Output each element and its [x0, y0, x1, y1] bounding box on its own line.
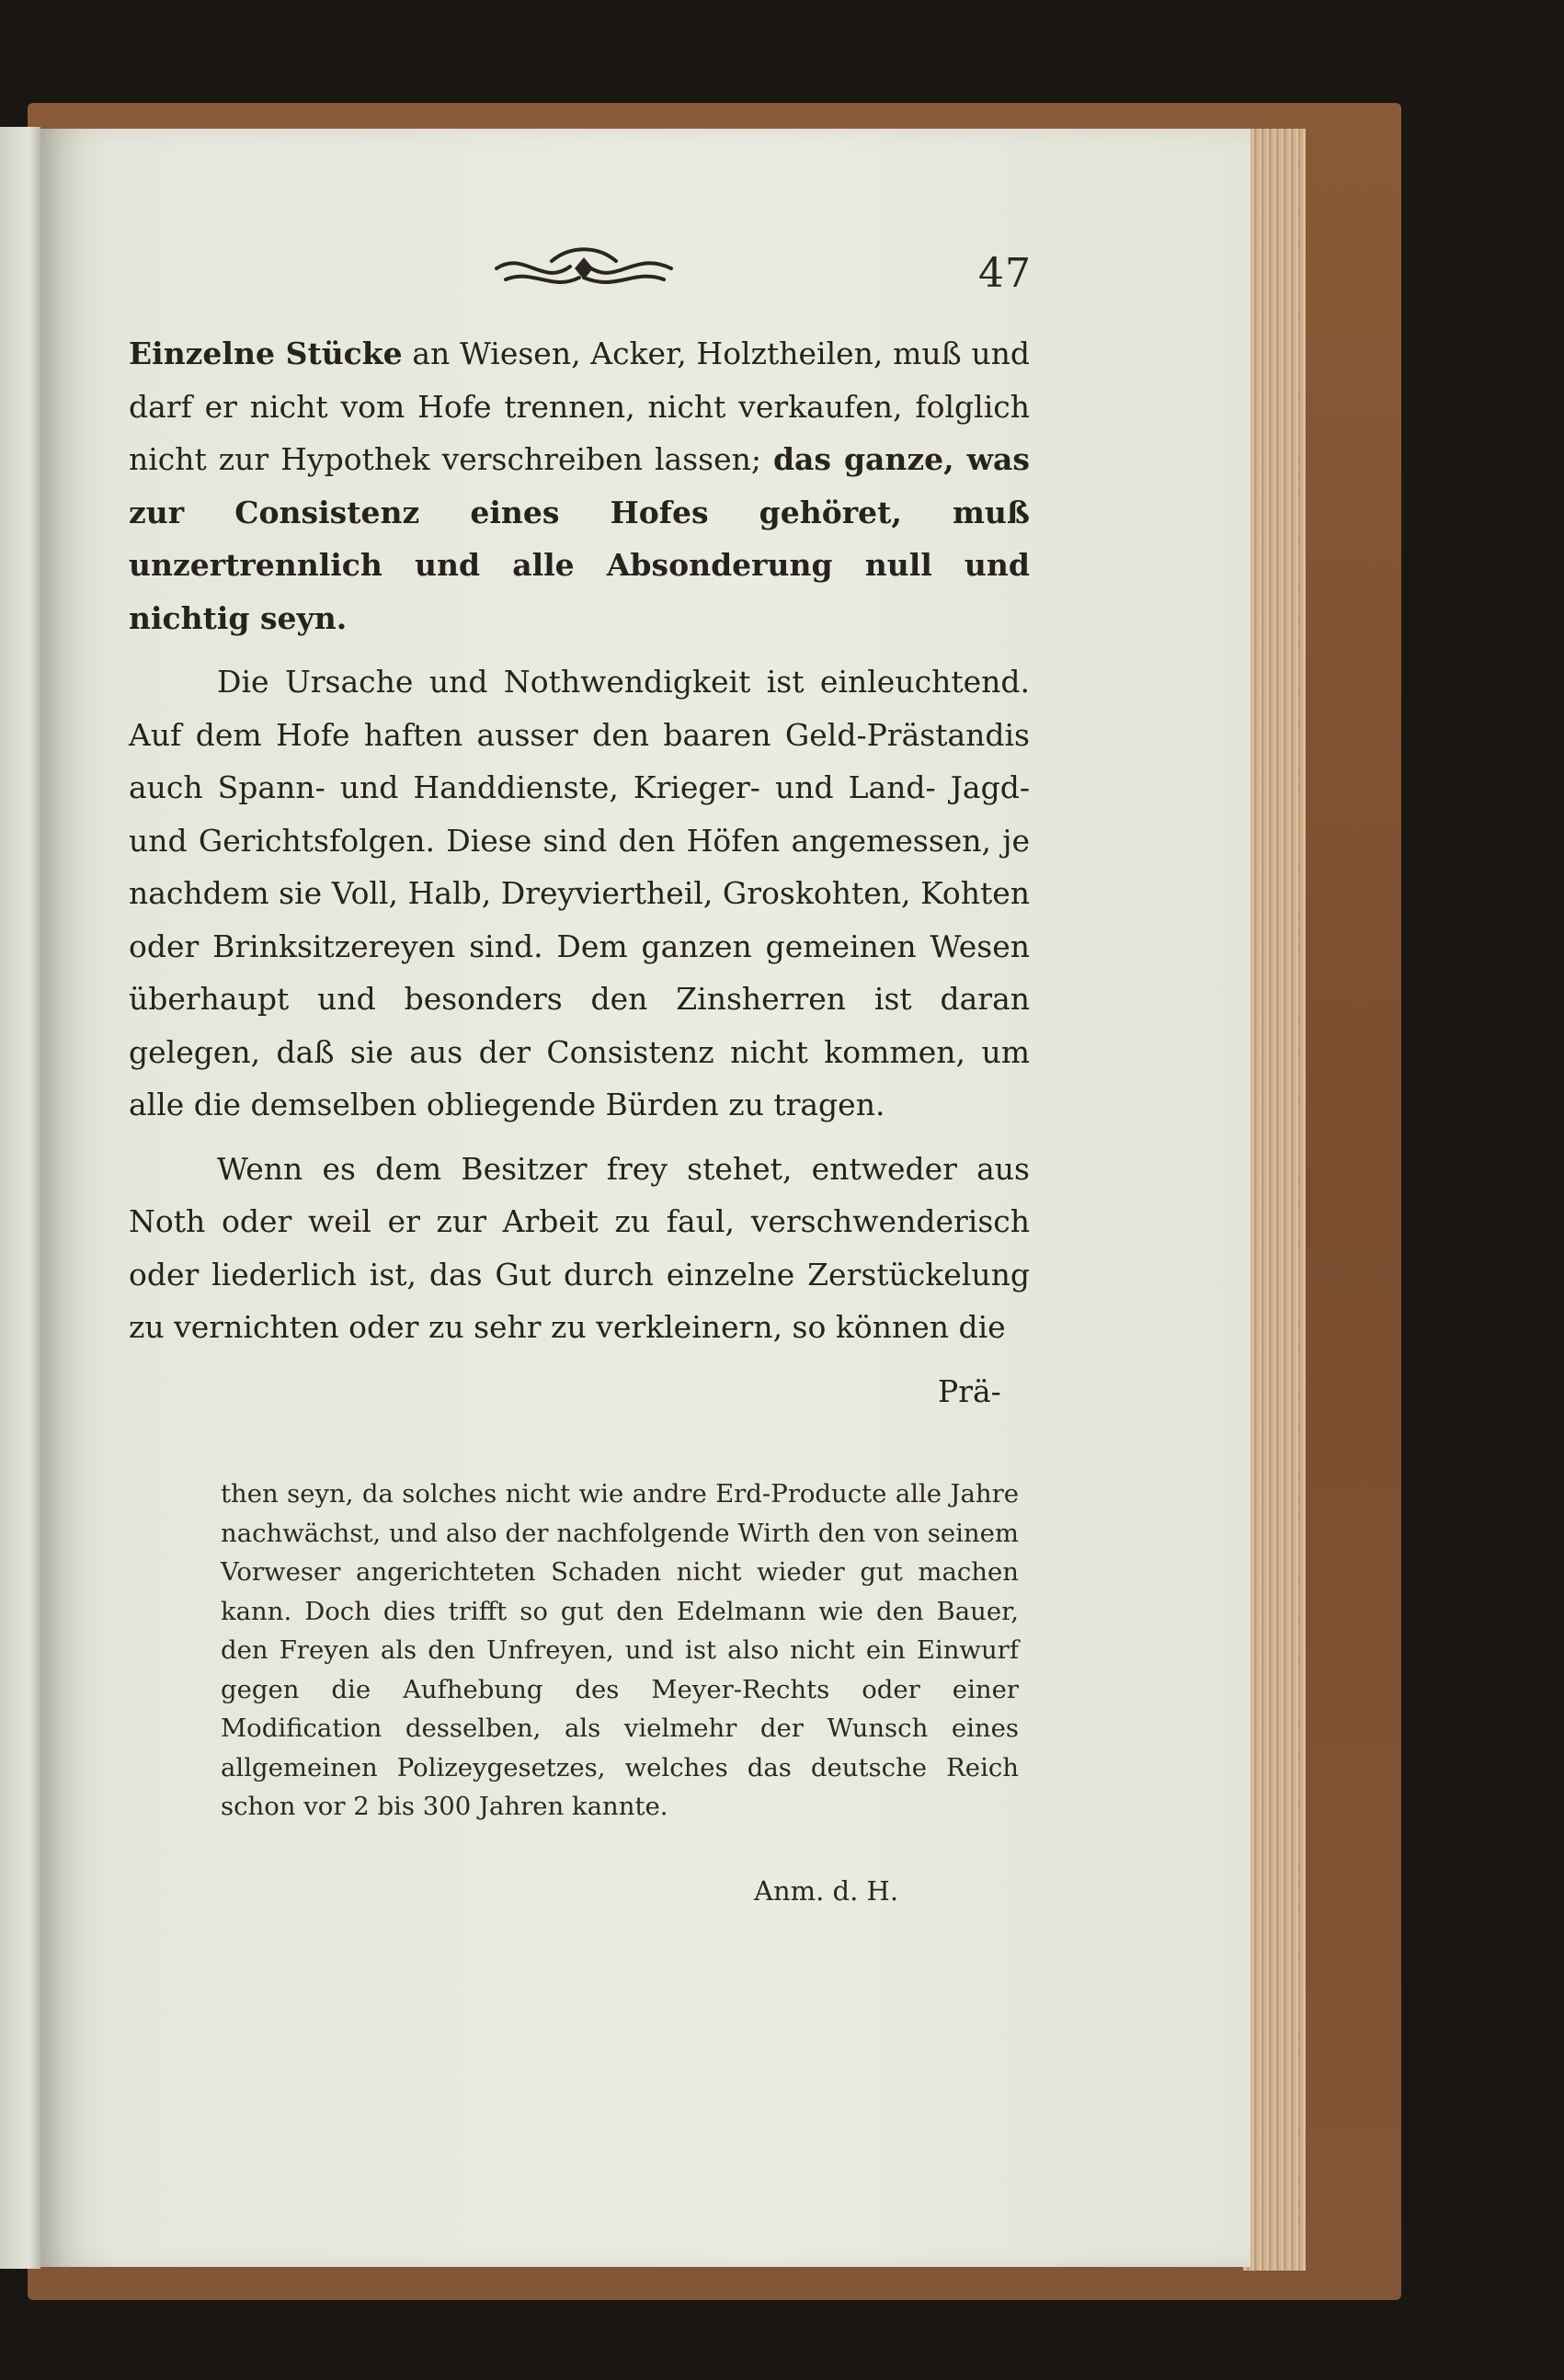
paragraph-2: Die Ursache und Nothwendigkeit ist einleuchtend. Auf dem Hofe haften ausser den baaren Geld-Prästandis auch Spann- und Handdienste, Krieger- und Land- Jagd- und Gerichtsfolgen. Diese sind den Höfen angemessen, je nachdem sie Voll, Halb, Dreyviertheil, Groskohten, Kohten oder Brinksitzereyen sind. Dem ganzen gemeinen Wesen überhaupt und besonders den Zinsherren ist daran gelegen, daß sie aus der Consistenz nicht kommen, um alle die demselben obliegende Bürden zu tragen.	[129, 664, 1030, 1122]
main-text	[129, 327, 1030, 1354]
page-fore-edge	[1243, 129, 1306, 2271]
footnote-text: then seyn, da solches nicht wie andre Erd-Producte alle Jahre nachwächst, und also der nachfolgende Wirth den von seinem Vorweser angerichteten Schaden nicht wieder gut machen kann. Doch dies trifft so gut den Edelmann wie den Bauer, den Freyen als den Unfreyen, und ist also nicht ein Einwurf gegen die Aufhebung des Meyer-Rechts oder einer Modification desselben, als vielmehr der Wunsch eines allgemeinen Polizeygesetzes, welches das deutsche Reich schon vor 2 bis 300 Jahren kannte.	[221, 1479, 1019, 1821]
footnote-signature: Anm. d. H.	[754, 1875, 899, 1907]
page-number: 47	[978, 250, 1032, 297]
catchword: Prä-	[938, 1373, 1001, 1409]
paragraph-1-bold-end: das ganze, was zur Consistenz eines Hofes gehöret, muß unzertrennlich und alle Absonderung null und nichtig seyn.	[129, 441, 1030, 636]
footnote	[221, 1475, 1019, 1827]
paragraph-1-text: an Wiesen, Acker, Holztheilen, muß und darf er nicht vom Hofe trennen, nicht verkaufen, folglich nicht zur Hypothek verschreiben lassen;	[129, 336, 1030, 477]
paragraph-1-bold-start: Einzelne Stücke	[129, 336, 403, 371]
previous-page-edge	[0, 127, 40, 2269]
paragraph-3: Wenn es dem Besitzer frey stehet, entweder aus Noth oder weil er zur Arbeit zu faul, verschwenderisch oder liederlich ist, das Gut durch einzelne Zerstückelung zu vernichten oder zu sehr zu verkleinern, so können die	[129, 1150, 1030, 1345]
headpiece-ornament-icon	[487, 241, 680, 298]
paragraph-1	[129, 327, 1030, 644]
